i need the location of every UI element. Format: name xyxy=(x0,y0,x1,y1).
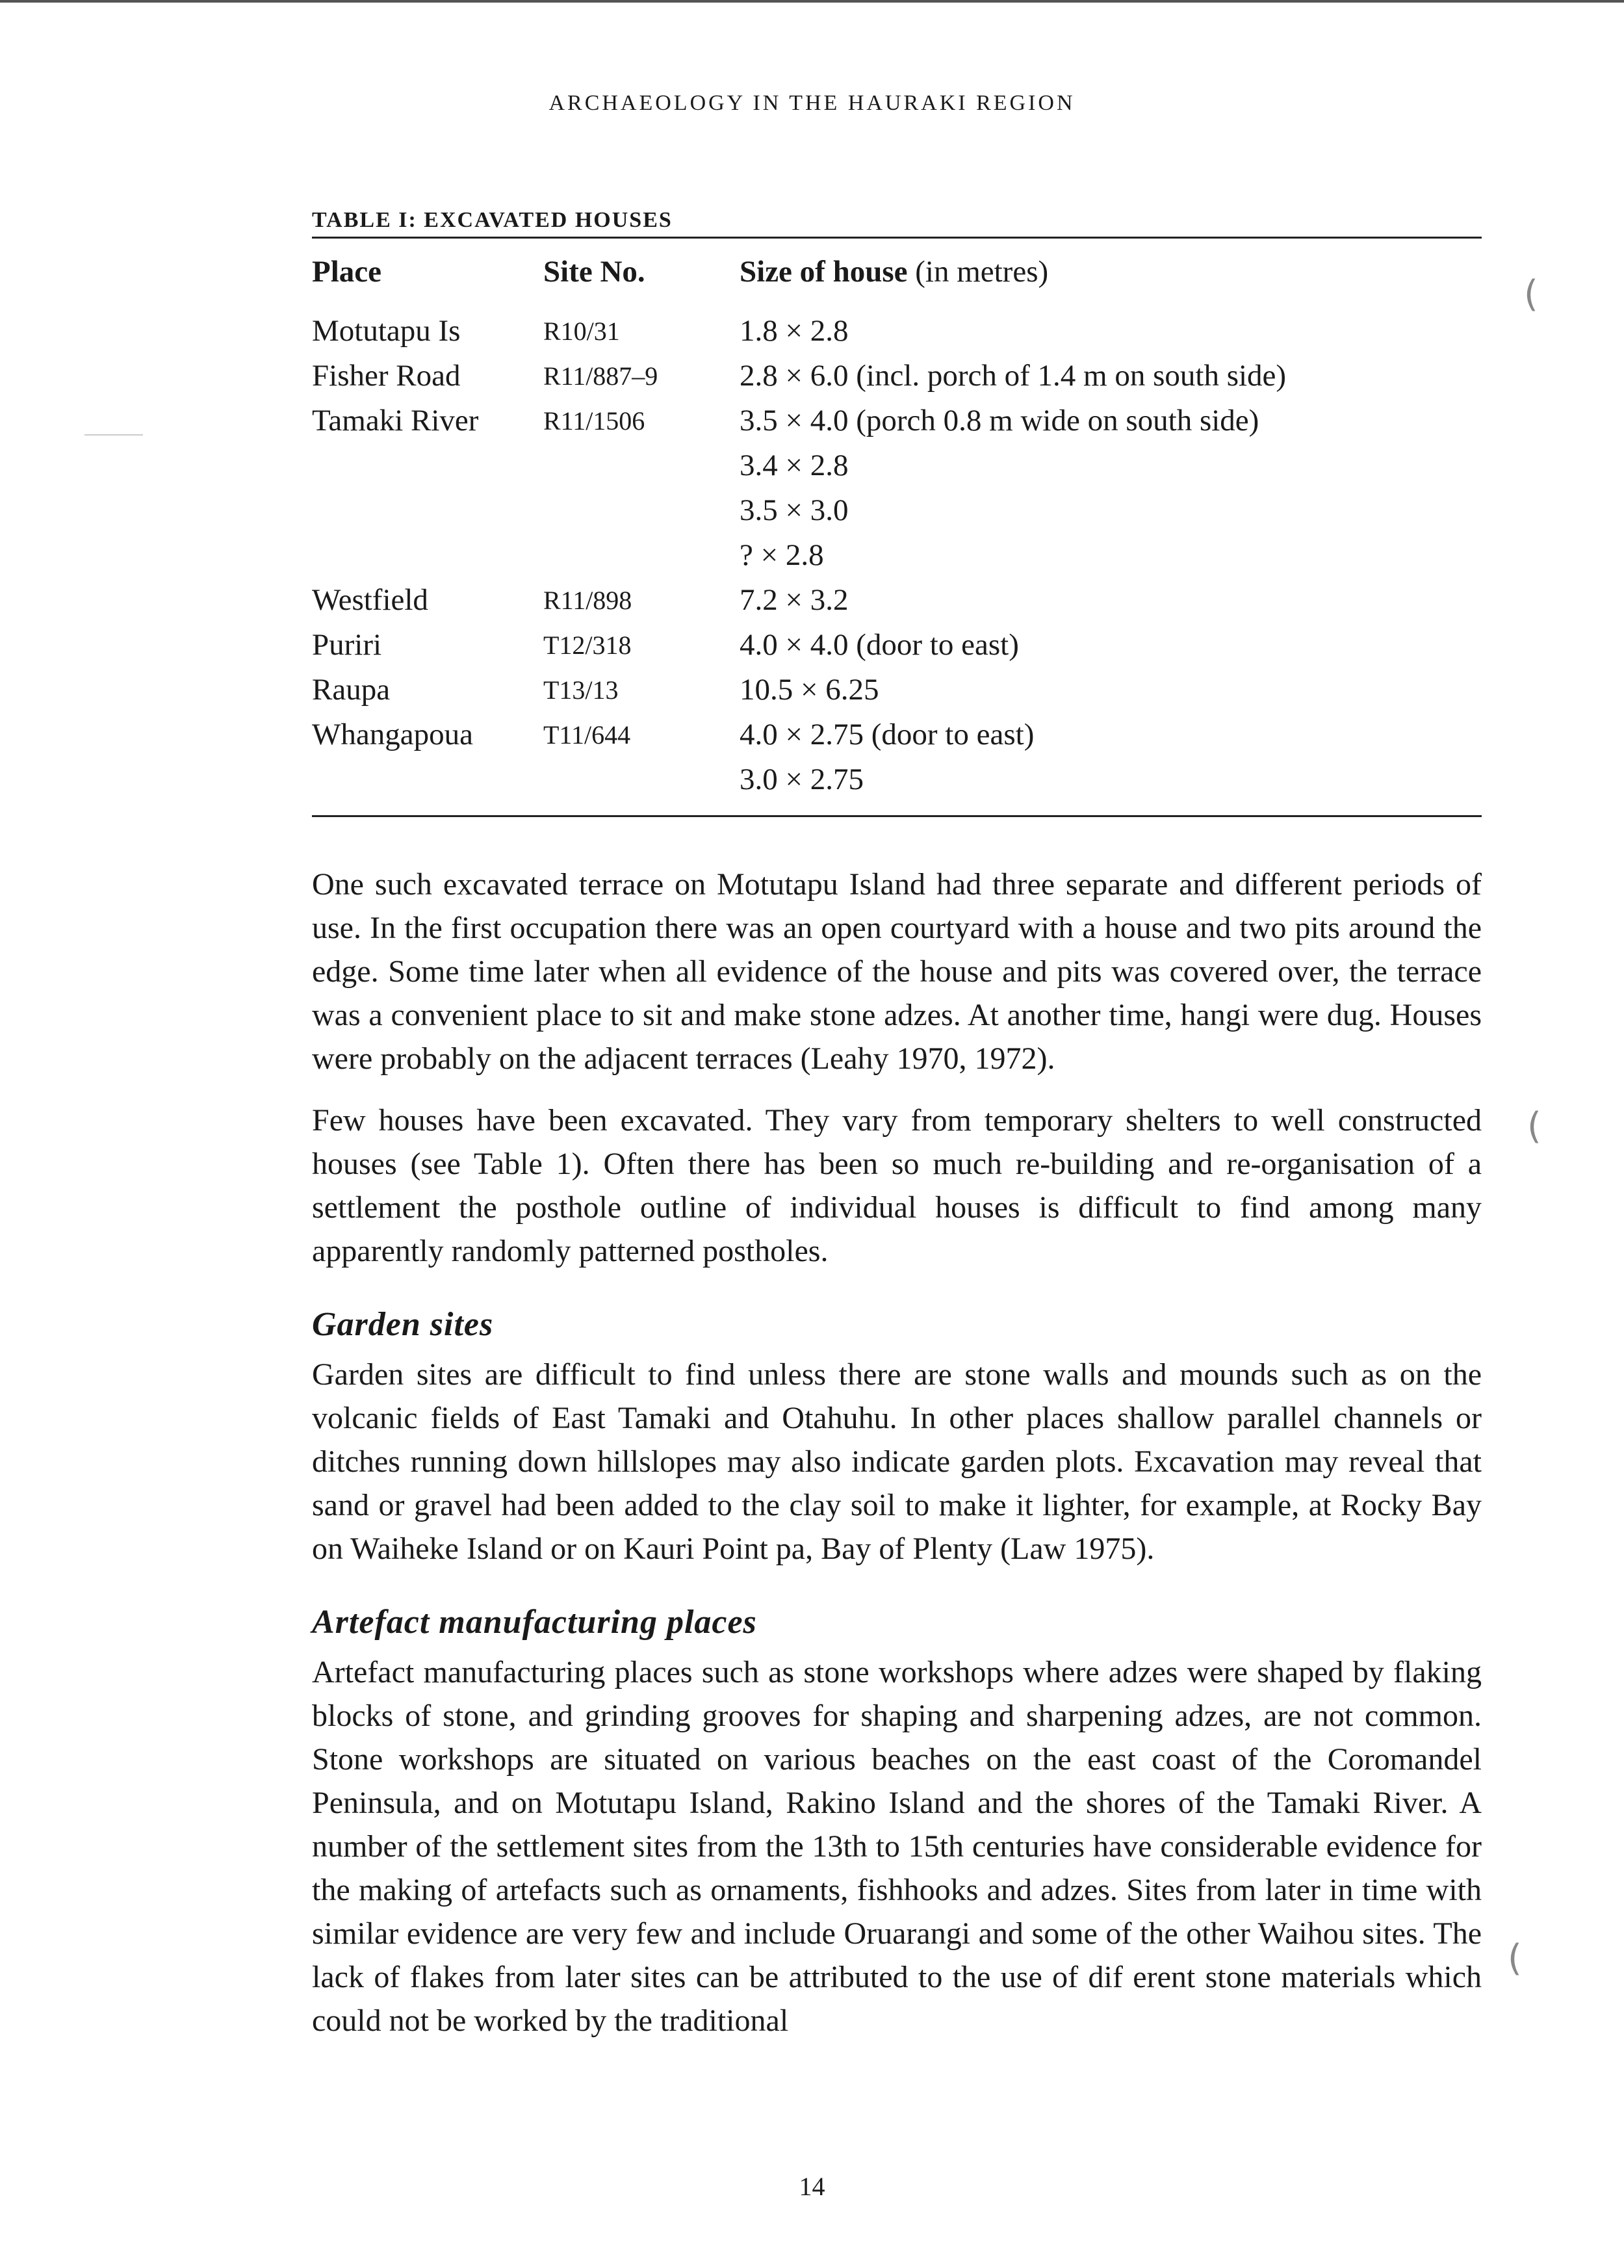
cell-place xyxy=(312,533,543,578)
body-paragraph: One such excavated terrace on Motutapu Island had three separate and different periods of use. In the first occupation there was an open courtyard with a house and two pits around the edge. Some time later when all evidence of the house and pits was covered over, the terrace was a convenient place to sit and make stone adzes. At another time, hangi were dug. Houses were probably on the adjacent terraces (Leahy 1970, 1972). xyxy=(312,867,1482,1076)
table-row xyxy=(312,757,1482,802)
table-row xyxy=(312,578,1482,623)
cell-site: R11/898 xyxy=(543,585,632,615)
cell-place: Westfield xyxy=(312,583,428,617)
header-size xyxy=(740,252,1482,309)
cell-place xyxy=(312,757,543,802)
cell-size: ? × 2.8 xyxy=(740,538,824,572)
cell-site xyxy=(543,757,740,802)
cell-place: Fisher Road xyxy=(312,359,461,393)
table-row xyxy=(312,354,1482,398)
cell-site: T12/318 xyxy=(543,630,632,660)
margin-rule xyxy=(84,434,143,436)
spacer xyxy=(312,817,1482,863)
cell-place: Raupa xyxy=(312,673,391,707)
header-site: Site No. xyxy=(543,255,645,289)
table-row xyxy=(312,488,1482,533)
cell-site: T13/13 xyxy=(543,675,619,705)
table-row xyxy=(312,398,1482,443)
cell-site xyxy=(543,533,740,578)
margin-bracket-mark: ( xyxy=(1508,1937,1522,1979)
cell-site: R11/1506 xyxy=(543,406,645,436)
table-row xyxy=(312,623,1482,668)
table-row xyxy=(312,712,1482,757)
table-row xyxy=(312,668,1482,712)
table-row xyxy=(312,533,1482,578)
cell-place xyxy=(312,443,543,488)
body-paragraph: Artefact manufacturing places such as stone workshops where adzes were shaped by flaking blocks of stone, and grinding grooves for shaping and sharpening adzes, are not common. Stone workshops are situated on various beaches on the east coast of the Coromandel Peninsula, and on Motutapu Island, Rakino Island and the shores of the Tamaki River. A number of the settlement sites from the 13th to 15th centuries have considerable evidence for the making of artefacts such as ornaments, fishhooks and adzes. Sites from later in time with similar evidence are very few and include Oruarangi and some of the other Waihou sites. The lack of flakes from later sites can be attributed to the use of dif erent stone materials which could not be worked by the traditional xyxy=(312,1655,1482,2038)
header-size-unit: (in metres) xyxy=(907,255,1049,289)
table-top-rule xyxy=(312,237,1482,239)
section-heading-garden-sites: Garden sites xyxy=(312,1306,494,1343)
cell-size: 4.0 × 4.0 (door to east) xyxy=(740,628,1019,662)
body-paragraph: Garden sites are difficult to find unless there are stone walls and mounds such as on the volcanic fields of East Tamaki and Otahuhu. In other places shallow parallel channels or ditches running down hillslopes may also indicate garden plots. Excavation may reveal that sand or gravel had been added to the clay soil to make it lighter, for example, at Rocky Bay on Waiheke Island or on Kauri Point pa, Bay of Plenty (Law 1975). xyxy=(312,1357,1482,1566)
margin-bracket-mark: ( xyxy=(1527,1105,1541,1147)
excavated-houses-table xyxy=(312,252,1482,802)
cell-site: R11/887–9 xyxy=(543,361,658,391)
running-header: ARCHAEOLOGY IN THE HAURAKI REGION xyxy=(548,91,1076,115)
page-number: 14 xyxy=(799,2172,825,2201)
header-size-label: Size of house xyxy=(740,255,908,289)
cell-size: 1.8 × 2.8 xyxy=(740,314,849,348)
cell-place xyxy=(312,488,543,533)
cell-size: 10.5 × 6.25 xyxy=(740,673,879,707)
margin-bracket-mark: ( xyxy=(1524,273,1538,315)
cell-place: Tamaki River xyxy=(312,404,479,437)
table-row xyxy=(312,443,1482,488)
cell-site: T11/644 xyxy=(543,720,631,749)
cell-place: Whangapoua xyxy=(312,718,473,751)
section-heading-artefact-manufacturing: Artefact manufacturing places xyxy=(312,1604,757,1641)
cell-size: 4.0 × 2.75 (door to east) xyxy=(740,718,1035,751)
cell-place: Puriri xyxy=(312,628,382,662)
cell-size: 3.0 × 2.75 xyxy=(740,763,864,796)
page-content xyxy=(312,208,1482,2042)
table-header-row xyxy=(312,252,1482,309)
cell-size: 3.5 × 3.0 xyxy=(740,493,849,527)
cell-place: Motutapu Is xyxy=(312,314,461,348)
table-caption: TABLE I: EXCAVATED HOUSES xyxy=(312,208,673,232)
table-row xyxy=(312,309,1482,354)
cell-size: 7.2 × 3.2 xyxy=(740,583,849,617)
scan-edge-line xyxy=(0,0,1624,3)
header-place: Place xyxy=(312,255,381,289)
cell-size: 3.4 × 2.8 xyxy=(740,449,849,482)
cell-size: 2.8 × 6.0 (incl. porch of 1.4 m on south side) xyxy=(740,359,1287,393)
cell-site: R10/31 xyxy=(543,316,620,346)
cell-site xyxy=(543,443,740,488)
cell-site xyxy=(543,488,740,533)
body-paragraph: Few houses have been excavated. They vary from temporary shelters to well constructed houses (see Table 1). Often there has been so much re-building and re-organisation of a settlement the posthole outline of individual houses is difficult to find among many apparently randomly patterned postholes. xyxy=(312,1103,1482,1268)
cell-size: 3.5 × 4.0 (porch 0.8 m wide on south side) xyxy=(740,404,1259,437)
